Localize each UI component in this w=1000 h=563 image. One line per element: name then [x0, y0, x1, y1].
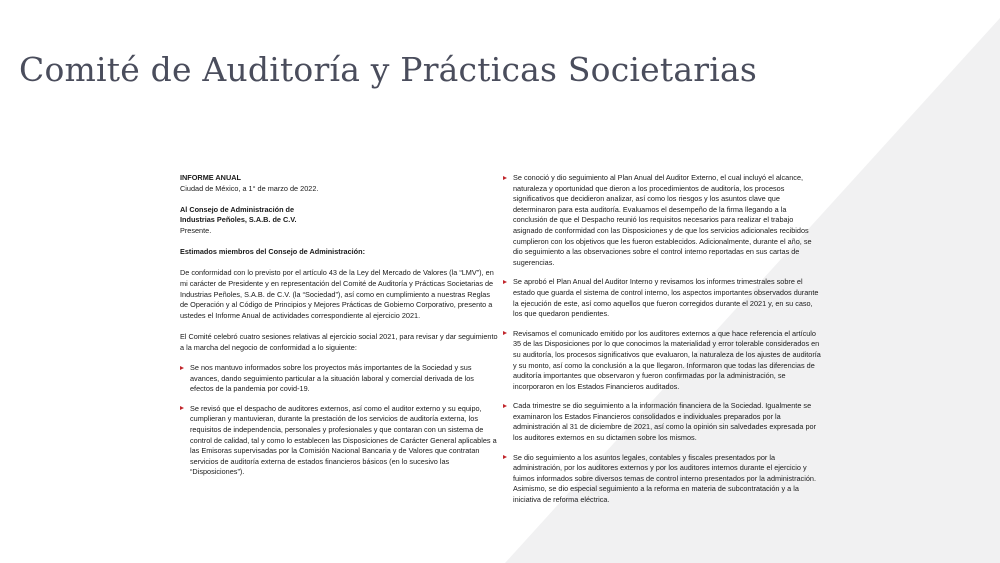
salutation: Estimados miembros del Consejo de Administración:	[180, 247, 366, 257]
date-line: Ciudad de México, a 1° de marzo de 2022.	[180, 183, 319, 193]
left-bullet-list	[180, 363, 498, 478]
list-item: Se aprobó el Plan Anual del Auditor Interno y revisamos los informes trimestrales sobre el estado que guarda el sistema de control interno, los aspectos importantes observados durante la ejecución de este, así como aquellos que fueron corregidos durante el 2021 y, en su caso, los que quedaron pendientes.	[503, 277, 821, 319]
list-item: Se revisó que el despacho de auditores externos, así como el auditor externo y su equipo, cumplieran y mantuvieran, durante la prestación de los servicios de auditoría externa, los requisitos de independencia, personales y profesionales y que contaran con un sistema de control de calidad, tal y como lo establecen las Disposiciones de Carácter General aplicables a las Emisoras supervisadas por la Comisión Nacional Bancaria y de Valores que contratan servicios de auditoría externa de estados financieros básicos (en lo sucesivo las “Disposiciones”).	[180, 404, 498, 478]
presente-line: Presente.	[180, 225, 212, 235]
bullet-marker-icon	[503, 455, 507, 459]
list-item: Se dio seguimiento a los asuntos legales, contables y fiscales presentados por la administración, por los auditores externos y por los auditores internos durante el ejercicio y fuimos informados sobre diversos temas de control interno presentados por la administración. Asimismo, se dio especial seguimiento a la reforma en materia de subcontratación y a la iniciativa de reforma eléctrica.	[503, 453, 821, 506]
list-item: Cada trimestre se dio seguimiento a la información financiera de la Sociedad. Igualmente se examinaron los Estados Financieros consolidados e individuales preparados por la administración al 31 de diciembre de 2021, así como la opinión sin salvedades expresada por los auditores externos en su dictamen sobre los mismos.	[503, 401, 821, 443]
list-item: Se conoció y dio seguimiento al Plan Anual del Auditor Externo, el cual incluyó el alcance, naturaleza y oportunidad que dieron a los procedimientos de auditoría, los procesos significativos que decidieron analizar, así como los riesgos y los asuntos clave que determinaron para esta auditoría. Evaluamos el desempeño de la firma llegando a la conclusión de que el Despacho reunió los requisitos necesarios para realizar el trabajo asignado de conformidad con las Disposiciones y de que los servicios adicionales recibidos cumplieron con los objetivos que les fueron establecidos. Adicionalmente, durante el año, se dio seguimiento a las observaciones sobre el control interno reportadas en sus cartas de sugerencias.	[503, 173, 821, 268]
bullet-marker-icon	[503, 280, 507, 284]
intro-paragraph: De conformidad con lo previsto por el artículo 43 de la Ley del Mercado de Valores (la “LMV”), en mi carácter de Presidente y en representación del Comité de Auditoría y Prácticas Societarias de Industrias Peñoles, S.A.B. de C.V. (la “Sociedad”), así como en cumplimiento a nuestras Reglas de Operación y al Código de Principios y Mejores Prácticas de Gobierno Corporativo, presento a ustedes el Informe Anual de actividades correspondiente al ejercicio 2021.	[180, 268, 494, 320]
report-label: INFORME ANUAL	[180, 173, 241, 182]
addressee-line-1: Al Consejo de Administración de	[180, 204, 295, 214]
bullet-marker-icon	[503, 404, 507, 408]
right-column	[503, 173, 821, 506]
left-column	[180, 173, 498, 478]
addressee-line-2: Industrias Peñoles, S.A.B. de C.V.	[180, 215, 297, 225]
list-item: Se nos mantuvo informados sobre los proyectos más importantes de la Sociedad y sus avances, dando seguimiento particular a la situación laboral y comercial derivada de los efectos de la pandemia por covid-19.	[180, 363, 498, 395]
bullet-marker-icon	[180, 406, 184, 410]
page-title: Comité de Auditoría y Prácticas Societarias	[19, 50, 757, 89]
sessions-paragraph: El Comité celebró cuatro sesiones relativas al ejercicio social 2021, para revisar y dar seguimiento a la marcha del negocio de conformidad a lo siguiente:	[180, 331, 498, 352]
bullet-marker-icon	[503, 331, 507, 335]
bullet-marker-icon	[180, 366, 184, 370]
bullet-marker-icon	[503, 176, 507, 180]
list-item: Revisamos el comunicado emitido por los auditores externos a que hace referencia el artículo 35 de las Disposiciones por lo que conocimos la materialidad y error tolerable considerados en su auditoría, los procesos significativos que evaluaron, la naturaleza de los ajustes de auditoría y su monto, así como la conclusión a la que llegaron. Informaron que todas las diferencias de auditoría importantes que observaron y fueron confirmadas por la administración, se incorporaron en los Estados Financieros auditados.	[503, 329, 821, 393]
